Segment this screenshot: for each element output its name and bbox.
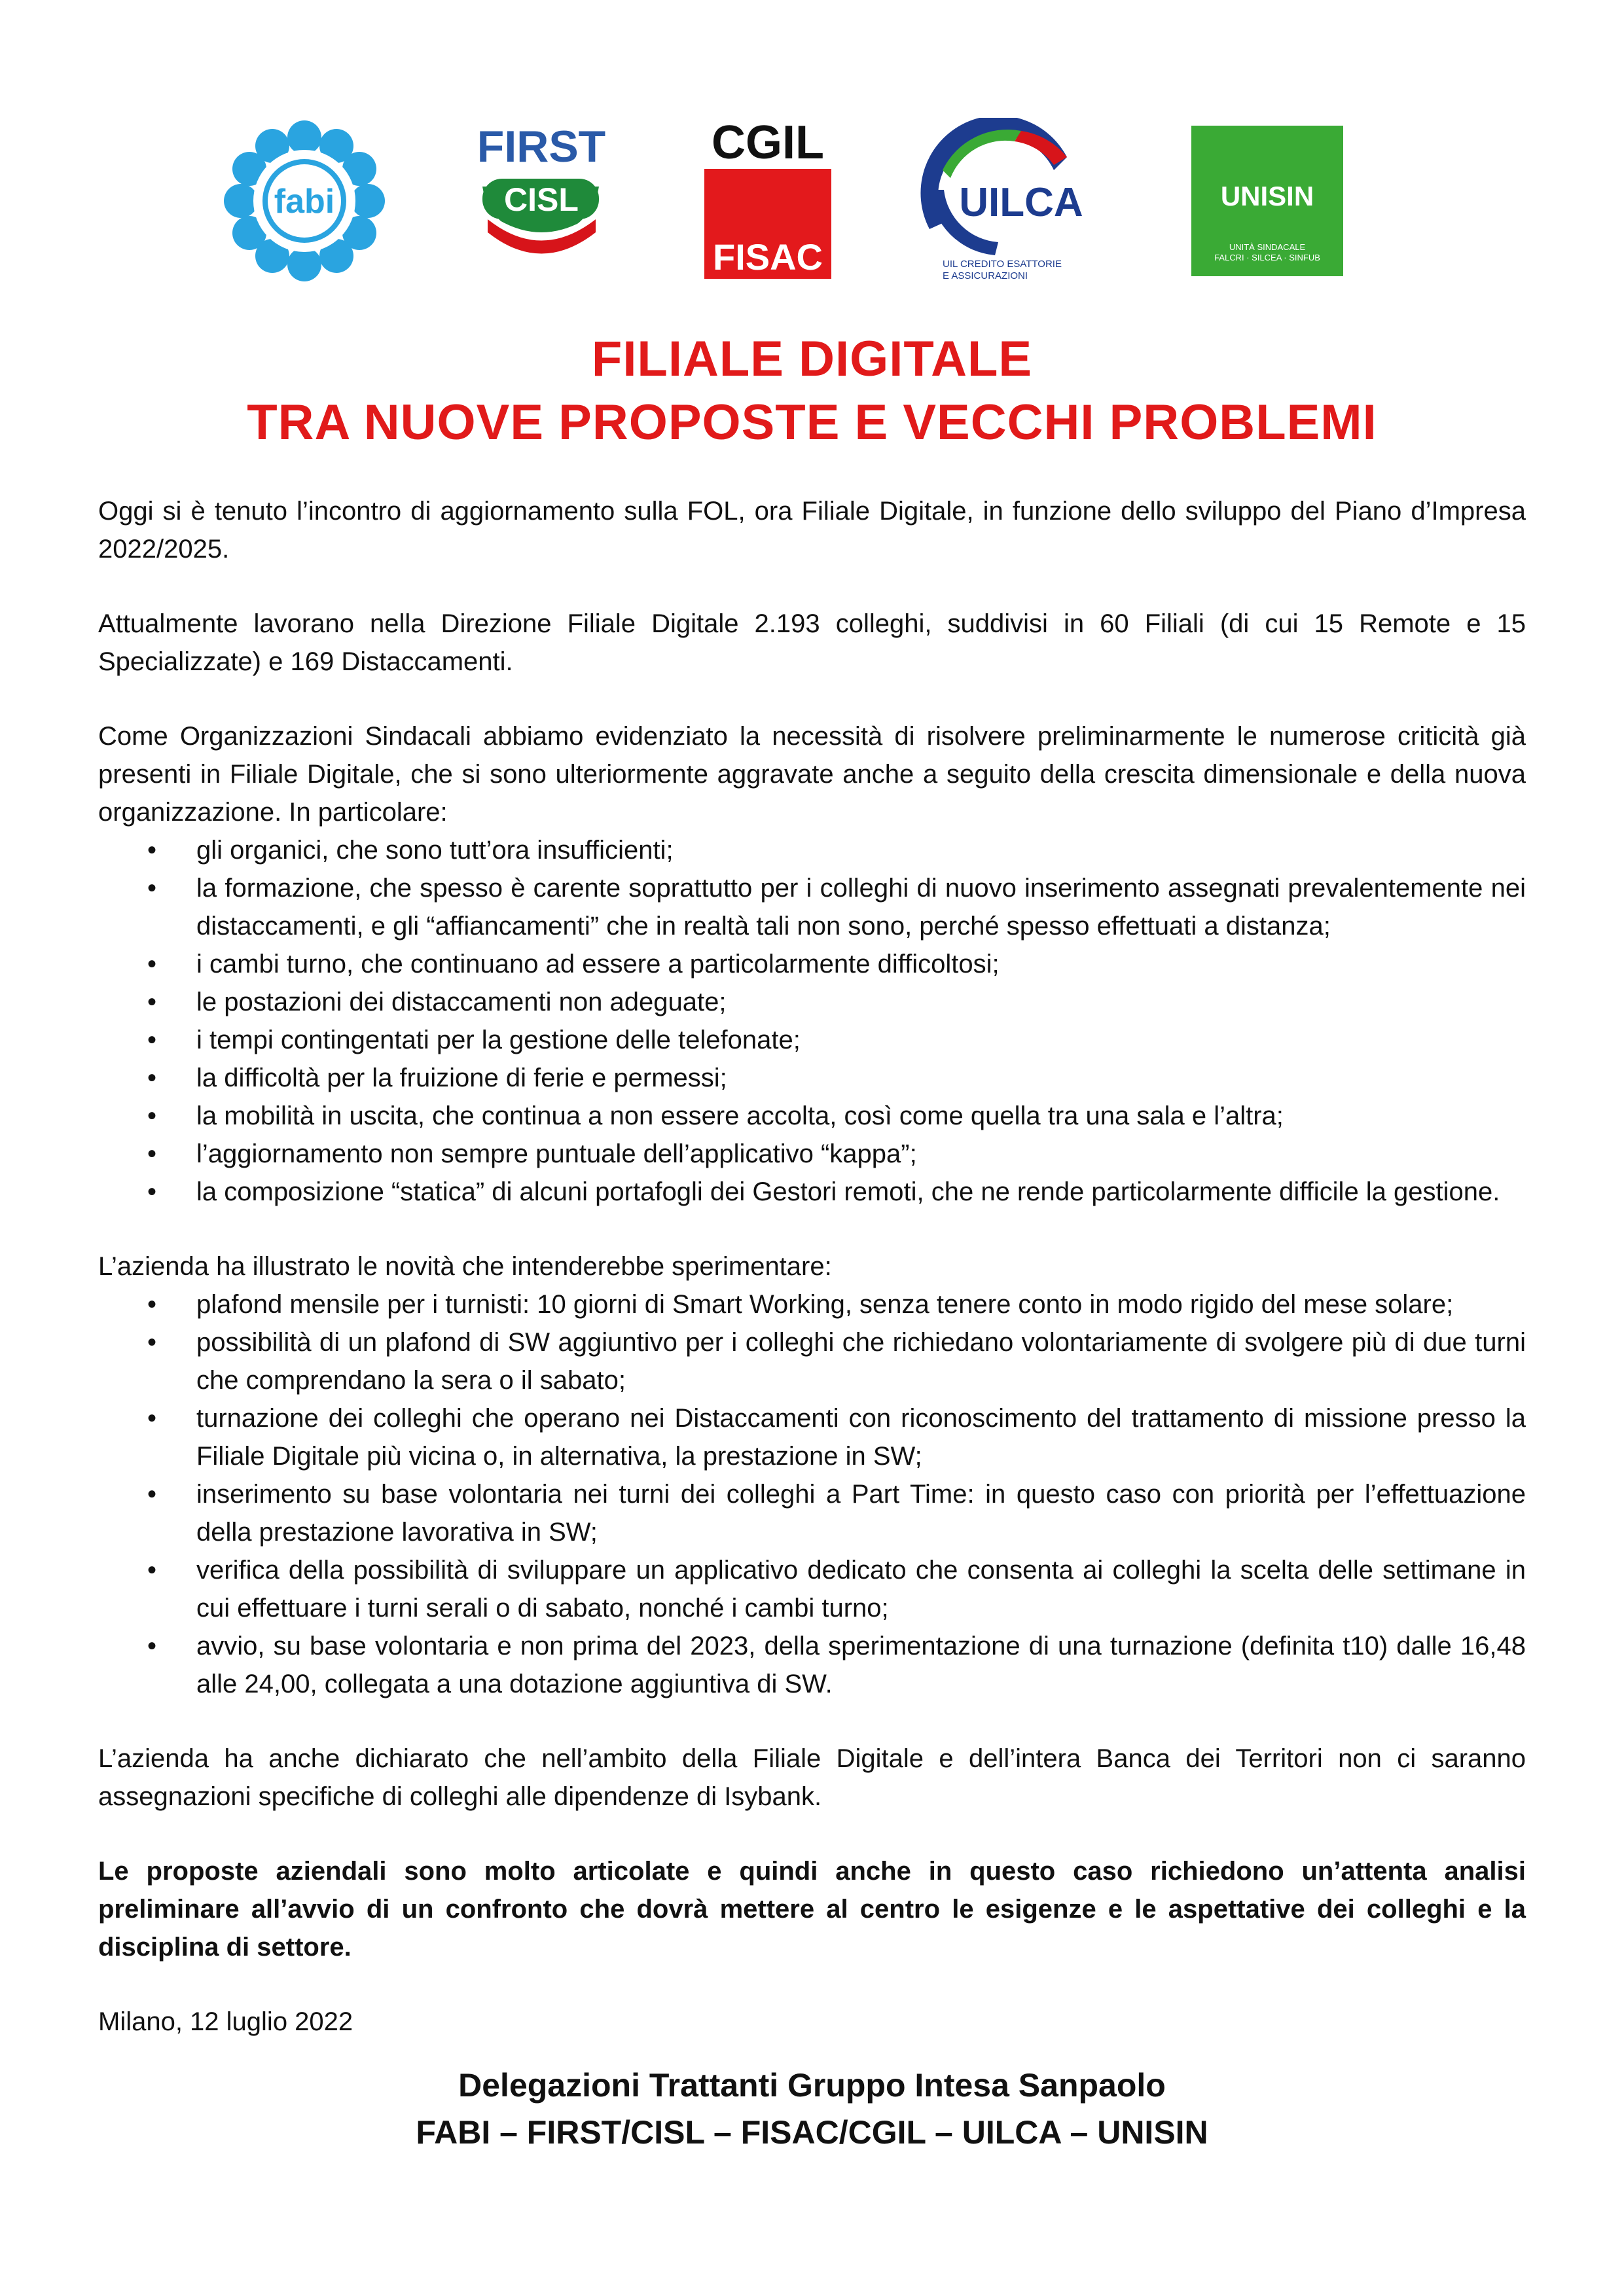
- unisin-logo-text: UNISIN: [1220, 181, 1314, 211]
- list-item: • possibilità di un plafond di SW aggiuntivo per i colleghi che richiedano volontariamente di svolgere più di due turni che comprendano la sera o il sabato;: [98, 1323, 1526, 1399]
- document-date: Milano, 12 luglio 2022: [98, 2007, 353, 2036]
- list-item: • la formazione, che spesso è carente soprattutto per i colleghi di nuovo inserimento assegnati prevalentemente nei distaccamenti, e gli “affiancamenti” che in realtà tali non sono, perché spesso effettuati a distanza;: [98, 869, 1526, 945]
- list-item: • la composizione “statica” di alcuni portafogli dei Gestori remoti, che ne rende particolarmente difficile la gestione.: [98, 1173, 1526, 1211]
- first-cisl-logo: [468, 121, 615, 278]
- fisac-logo-text: FISAC: [713, 236, 823, 278]
- list-item: • inserimento su base volontaria nei turni dei colleghi a Part Time: in questo caso con priorità per l’effettuazione della prestazione lavorativa in SW;: [98, 1475, 1526, 1551]
- paragraph-intro: Oggi si è tenuto l’incontro di aggiornamento sulla FOL, ora Filiale Digitale, in funzione dello sviluppo del Piano d’Impresa 2022/2025.: [98, 497, 1526, 564]
- fabi-logo: [223, 119, 386, 283]
- unisin-logo: [1191, 126, 1343, 276]
- document-title-line-1: FILIALE DIGITALE: [591, 331, 1033, 387]
- list-item: • avvio, su base volontaria e non prima del 2023, della sperimentazione di una turnazione (definita t10) dalle 16,48 alle 24,00, collegata a una dotazione aggiuntiva di SW.: [98, 1627, 1526, 1703]
- paragraph-staff: Attualmente lavorano nella Direzione Filiale Digitale 2.193 colleghi, suddivisi in 60 Filiali (di cui 15 Remote e 15 Specializzate) e 169 Distaccamenti.: [98, 609, 1526, 676]
- unisin-subtitle-2: FALCRI · SILCEA · SINFUB: [1214, 253, 1320, 262]
- union-logos: [223, 118, 1348, 288]
- cisl-logo-text: CISL: [504, 181, 579, 218]
- uilca-subtitle-1: UIL CREDITO ESATTORIE: [943, 259, 1062, 270]
- list-item: • la mobilità in uscita, che continua a non essere accolta, così come quella tra una sala e l’altra;: [98, 1097, 1526, 1135]
- document-body: [98, 492, 1526, 2041]
- list-item: • la difficoltà per la fruizione di ferie e permessi;: [98, 1059, 1526, 1097]
- paragraph-conclusion: Le proposte aziendali sono molto articolate e quindi anche in questo caso richiedono un’attenta analisi preliminare all’avvio di un confronto che dovrà mettere al centro le esigenze e le aspettative dei colleghi e la disciplina di settore.: [98, 1857, 1526, 1962]
- signature-line-1: Delegazioni Trattanti Gruppo Intesa Sanpaolo: [458, 2067, 1166, 2104]
- proposals-list: [98, 1285, 1526, 1703]
- list-item: • verifica della possibilità di sviluppare un applicativo dedicato che consenta ai colleghi la scelta delle settimane in cui effettuare i turni serali o di sabato, nonché i cambi turno;: [98, 1551, 1526, 1627]
- list-item: • gli organici, che sono tutt’ora insufficienti;: [98, 831, 1526, 869]
- signature-line-2: FABI – FIRST/CISL – FISAC/CGIL – UILCA – UNISIN: [416, 2114, 1208, 2151]
- uilca-logo-text: UILCA: [959, 180, 1083, 225]
- unisin-subtitle-1: UNITÀ SINDACALE: [1229, 242, 1306, 252]
- list-item: • i tempi contingentati per la gestione delle telefonate;: [98, 1021, 1526, 1059]
- list-item: • plafond mensile per i turnisti: 10 giorni di Smart Working, senza tenere conto in modo rigido del mese solare;: [98, 1285, 1526, 1323]
- first-logo-text: FIRST: [477, 122, 606, 171]
- criticalities-list: [98, 831, 1526, 1211]
- list-item: • i cambi turno, che continuano ad essere a particolarmente difficoltosi;: [98, 945, 1526, 983]
- cgil-logo-text: CGIL: [712, 118, 824, 169]
- paragraph-proposals: L’azienda ha illustrato le novità che intenderebbe sperimentare:: [98, 1252, 832, 1281]
- paragraph-isybank: L’azienda ha anche dichiarato che nell’ambito della Filiale Digitale e dell’intera Banca dei Territori non ci saranno assegnazioni specifiche di colleghi alle dipendenze di Isybank.: [98, 1744, 1526, 1811]
- paragraph-criticalities: Come Organizzazioni Sindacali abbiamo evidenziato la necessità di risolvere preliminarmente le numerose criticità già presenti in Filiale Digitale, che si sono ulteriormente aggravate anche a seguito della crescita dimensionale e della nuova organizzazione. In particolare:: [98, 722, 1526, 827]
- uilca-subtitle-2: E ASSICURAZIONI: [943, 270, 1028, 281]
- list-item: • l’aggiornamento non sempre puntuale dell’applicativo “kappa”;: [98, 1135, 1526, 1173]
- fisac-cgil-logo: [699, 118, 837, 281]
- fabi-logo-text: fabi: [274, 183, 335, 221]
- list-item: • turnazione dei colleghi che operano nei Distaccamenti con riconoscimento del trattamento di missione presso la Filiale Digitale più vicina o, in alternativa, la prestazione in SW;: [98, 1399, 1526, 1475]
- uilca-logo: [903, 118, 1100, 285]
- document-title-line-2: TRA NUOVE PROPOSTE E VECCHI PROBLEMI: [247, 395, 1377, 450]
- list-item: • le postazioni dei distaccamenti non adeguate;: [98, 983, 1526, 1021]
